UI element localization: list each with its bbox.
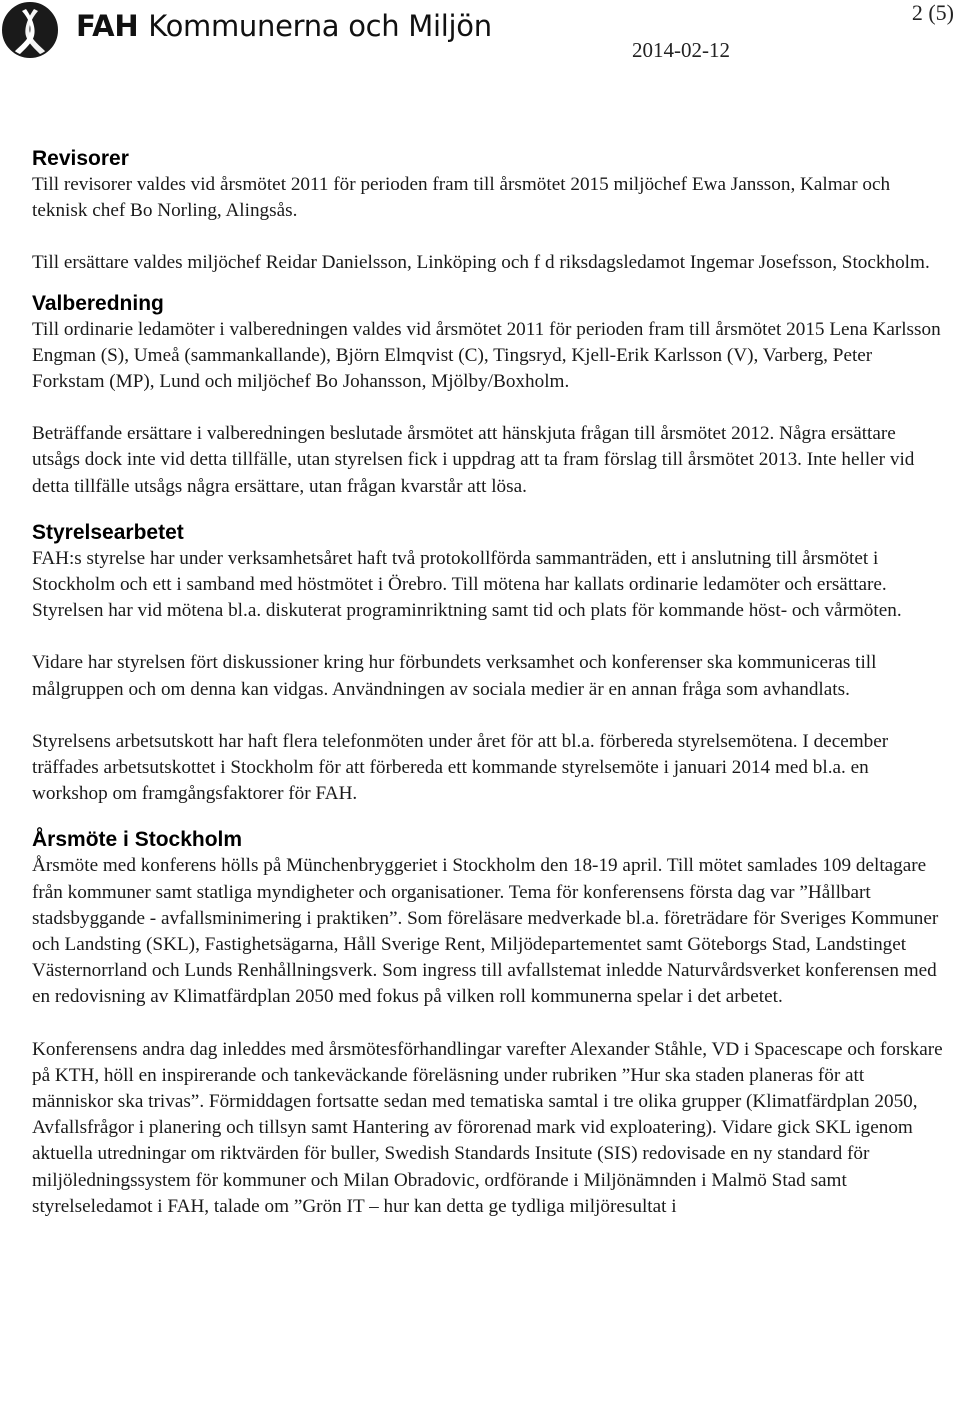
brand-title <box>76 9 492 43</box>
section-revisorer <box>32 146 944 277</box>
page-header <box>0 0 960 70</box>
section-arsmote <box>32 827 944 1220</box>
paragraph: Årsmöte med konferens hölls på Münchenbryggeriet i Stockholm den 18-19 april. Till mötet samlades 109 deltagare från kommuner samt statliga myndigheter och organisationer. Tema för konferensens första dag var ”Hållbart stadsbyggande - avfallsminimering i praktiken”. Som föreläsare medverkade bl.a. företrädare för Sveriges Kommuner och Landsting (SKL), Fastighetsägarna, Håll Sverige Rent, Miljödepartementet samt Göteborgs Stad, Landstinget Västernorrland och Lunds Renhållningsverk. Som ingress till avfallstemat inledde Naturvårdsverket konferensen med en redovisning av Klimatfärdplan 2050 med fokus på vilken roll kommunerna spelar i det arbetet. <box>32 855 939 1008</box>
section-valberedning <box>32 291 944 500</box>
paragraph: Vidare har styrelsen fört diskussioner kring hur förbundets verksamhet och konferenser ska kommuniceras till målgruppen och om denna kan vidgas. Användningen av sociala medier är en annan fråga som avhandlats. <box>32 652 877 700</box>
section-title: Revisorer <box>32 147 129 170</box>
paragraph: Styrelsens arbetsutskott har haft flera telefonmöten under året för att bl.a. förbereda styrelsemötena. I december träffades arbetsutskottet i Stockholm för att förbereda ett kommande styrelsemöte i januari 2014 med bl.a. en workshop om framgångsfaktorer för FAH. <box>32 730 889 805</box>
document-body <box>32 146 944 1220</box>
section-styrelsearbetet <box>32 520 944 808</box>
paragraph: Till ersättare valdes miljöchef Reidar Danielsson, Linköping och f d riksdagsledamot Ingemar Josefsson, Stockholm. <box>32 252 930 274</box>
paragraph: FAH:s styrelse har under verksamhetsåret haft två protokollförda sammanträden, ett i anslutning till årsmötet i Stockholm och ett i samband med höstmötet i Örebro. Till mötena har kallats ordinarie ledamöter och ersättare. Styrelsen har vid mötena bl.a. diskuterat programinriktning samt tid och plats för kommande höst- och vårmöten. <box>32 547 902 622</box>
document-date: 2014-02-12 <box>632 38 730 62</box>
brand-abbr: FAH <box>76 9 139 43</box>
paragraph: Beträffande ersättare i valberedningen beslutade årsmötet att hänskjuta frågan till årsmötet 2012. Några ersättare utsågs dock inte vid detta tillfälle, utan styrelsen fick i uppdrag att ta fram förslag till årsmötet 2013. Inte heller vid detta tillfälle utsågs några ersättare, utan frågan kvarstår att lösa. <box>32 423 915 497</box>
paragraph: Konferensens andra dag inleddes med årsmötesförhandlingar varefter Alexander Ståhle, VD i Spacescape och forskare på KTH, höll en inspirerande och tankeväckande föreläsning under rubriken ”Hur ska staden planeras för att människor ska trivas”. Förmiddagen fortsatte sedan med tematiska samtal i tre olika grupper (Klimatfärdplan 2050, Avfallsfrågor i planering och tillsyn samt Hantering av förorenad mark vid exploatering). Vidare gick SKL igenom aktuella utredningar om riktvärden för buller, Swedish Standards Insitute (SIS) redovisade en ny standard för miljöledningssystem för kommuner och Milan Obradovic, ordförande i Miljönämnden i Malmö Stad samt styrelseledamot i FAH, talade om ”Grön IT – hur kan detta ge tydliga miljöresultat i <box>32 1038 943 1217</box>
page-number: 2 (5) <box>911 0 954 25</box>
paragraph: Till revisorer valdes vid årsmötet 2011 för perioden fram till årsmötet 2015 miljöchef Ewa Jansson, Kalmar och teknisk chef Bo Norling, Alingsås. <box>32 174 891 222</box>
brand-name: Kommunerna och Miljön <box>148 9 492 43</box>
section-title: Årsmöte i Stockholm <box>32 828 243 852</box>
fah-ribbon-logo-icon <box>2 2 58 58</box>
section-title: Styrelsearbetet <box>32 520 184 544</box>
paragraph: Till ordinarie ledamöter i valberedningen valdes vid årsmötet 2011 för perioden fram till årsmötet 2015 Lena Karlsson Engman (S), Umeå (sammankallande), Björn Elmqvist (C), Tingsryd, Kjell-Erik Karlsson (V), Varberg, Peter Forkstam (MP), Lund och miljöchef Bo Johansson, Mjölby/Boxholm. <box>32 318 941 393</box>
section-title: Valberedning <box>32 291 164 315</box>
